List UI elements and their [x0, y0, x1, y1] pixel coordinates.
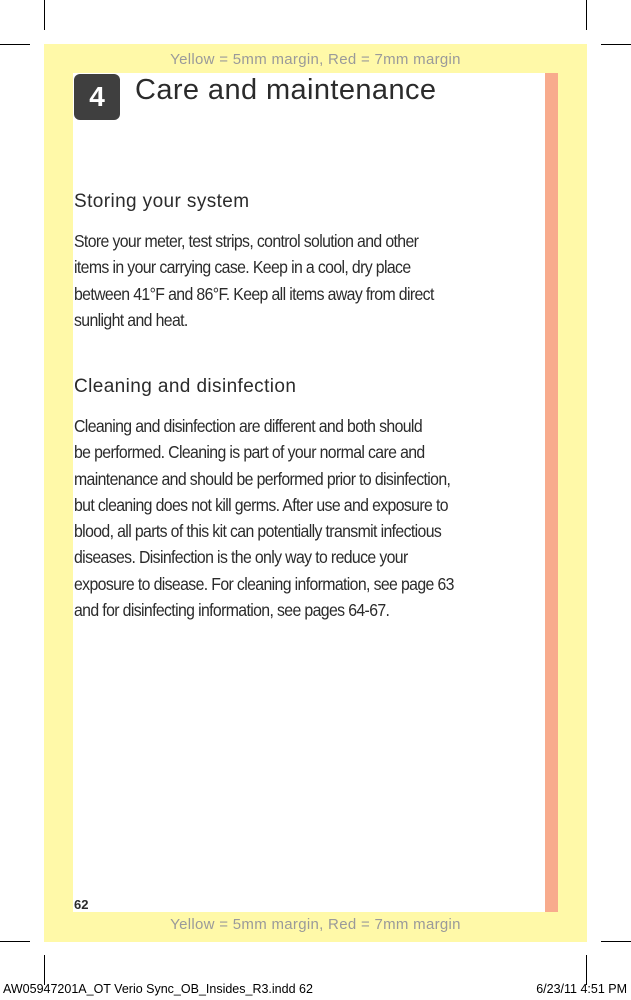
page-title: Care and maintenance — [135, 74, 437, 106]
section-heading-storing: Storing your system — [74, 191, 250, 212]
body-line: Store your meter, test strips, control solution and other — [74, 231, 419, 251]
section-body-storing — [74, 228, 544, 333]
body-line: sunlight and heat. — [74, 309, 188, 330]
slug-filename: AW05947201A_OT Verio Sync_OB_Insides_R3.indd 62 — [3, 982, 313, 996]
crop-mark-top-right-horizontal — [601, 44, 631, 45]
section-heading-cleaning: Cleaning and disinfection — [74, 376, 297, 397]
slug-datetime: 6/23/11 4:51 PM — [536, 982, 627, 996]
page-number: 62 — [74, 897, 89, 912]
crop-mark-bottom-right-horizontal — [601, 941, 631, 942]
crop-mark-top-left-horizontal — [0, 44, 30, 45]
body-line: maintenance and should be performed prior to disinfection, — [74, 468, 451, 489]
margin-note-top: Yellow = 5mm margin, Red = 7mm margin — [170, 51, 461, 68]
crop-mark-bottom-left-horizontal — [0, 941, 30, 942]
body-line: exposure to disease. For cleaning information, see page 63 — [74, 573, 454, 594]
body-line: but cleaning does not kill germs. After use and exposure to — [74, 494, 448, 515]
body-line: diseases. Disinfection is the only way to reduce your — [74, 547, 408, 568]
margin-note-bottom: Yellow = 5mm margin, Red = 7mm margin — [170, 916, 461, 933]
crop-mark-bottom-right-vertical — [586, 955, 587, 985]
body-line: items in your carrying case. Keep in a cool, dry place — [74, 257, 411, 278]
crop-mark-top-right-vertical — [586, 0, 587, 30]
red-margin-strip — [545, 73, 558, 912]
crop-mark-top-left-vertical — [44, 0, 45, 30]
chapter-number-badge: 4 — [74, 74, 120, 120]
body-line: between 41°F and 86°F. Keep all items away from direct — [74, 283, 434, 304]
body-line: be performed. Cleaning is part of your normal care and — [74, 442, 425, 463]
crop-mark-bottom-left-vertical — [44, 955, 45, 985]
body-line: Cleaning and disinfection are different and both should — [74, 416, 423, 436]
section-body-cleaning — [74, 413, 544, 623]
body-line: and for disinfecting information, see pages 64-67. — [74, 600, 390, 621]
body-line: blood, all parts of this kit can potentially transmit infectious — [74, 521, 442, 542]
